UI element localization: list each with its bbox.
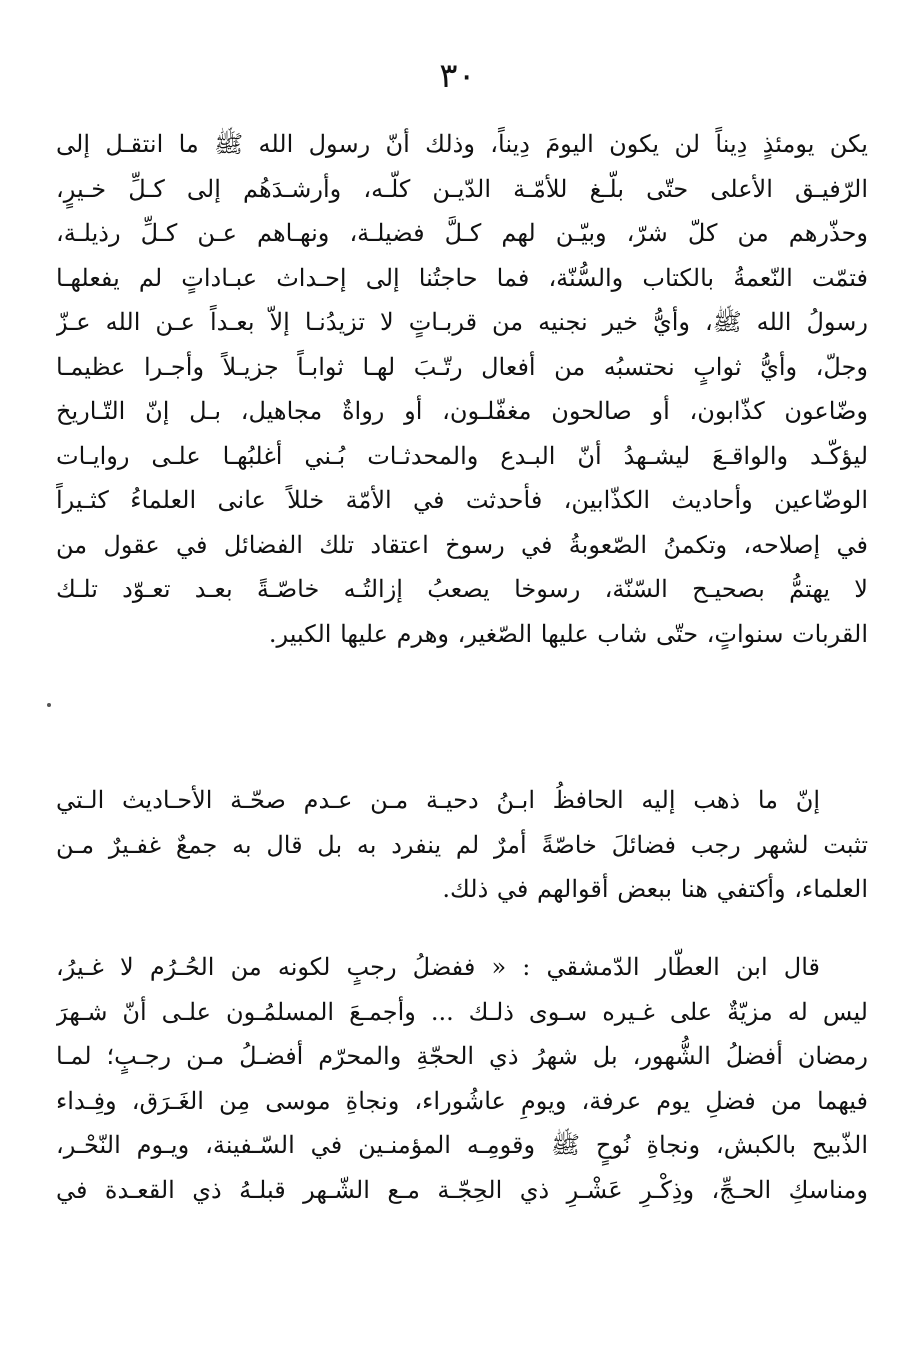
- scan-speck: [47, 703, 51, 707]
- text-line: الذّبيح بالكبش، ونجاةِ نُوحٍ ﷺ وقومِـه المؤمنـين في السّـفينة، ويـوم النّحْـر،: [56, 1131, 868, 1159]
- text-line: ليؤكّـد والواقـعَ ليشـهدُ أنّ البـدع والمحدثـات بُـني أغلبُهـا علـى روايـات: [56, 441, 868, 470]
- text-line: وجلّ، وأيُّ ثوابٍ نحتسبُه من أفعال رتّـبَ لهـا ثوابـاً جزيـلاً وأجـرا عظيمـا: [56, 352, 868, 381]
- text-line: وحذّرهم من كلّ شرّ، وبيّـن لهم كـلَّ فضيلـة، ونهـاهم عـن كـلِّ رذيلـة،: [56, 219, 868, 247]
- text-line: رمضان أفضلُ الشُّهور، بل شهرُ ذي الحجّةِ والمحرّم أفضـلُ مـن رجـبٍ؛ لمـا: [56, 1042, 868, 1070]
- page-number: ٣٠: [439, 56, 476, 96]
- text-line: تثبت لشهر رجب فضائلَ خاصّةً أمرٌ لم ينفرد به بل قال به جمعٌ غفـيرٌ مـن: [56, 830, 868, 859]
- text-line: الوضّاعين وأحاديث الكذّابين، فأحدثت في الأمّة خللاً عانى العلماءُ كثـيراً: [56, 486, 868, 514]
- text-line: فيهما من فضلِ يوم عرفة، ويومِ عاشُوراء، ونجاةِ موسى مِن الغَـرَق، وفِـداء: [56, 1086, 868, 1115]
- text-line: إنّ ما ذهب إليه الحافظُ ابـنُ دحيـة مـن عـدم صحّـة الأحـاديث الـتي: [56, 786, 820, 814]
- text-line: لا يهتمُّ بصحيـح السّنّة، رسوخا يصعبُ إزالتُـه خاصّـةً بعـد تعـوّد تلـك: [56, 575, 868, 603]
- paragraph-3: [56, 945, 868, 1212]
- text-line: الرّفيـق الأعلى حتّى بلّـغ للأمّـة الدّيـن كلّـه، وأرشـدَهُم إلى كـلِّ خـيرٍ،: [56, 174, 868, 203]
- text-line: العلماء، وأكتفي هنا ببعض أقوالهم في ذلك.: [442, 875, 868, 903]
- paragraph-1: [56, 122, 868, 656]
- text-line: رسولُ الله ﷺ، وأيُّ خير نجنيه من قربـاتٍ لا تزيدُنـا إلاّ بعـداً عـن الله عـزّ: [56, 308, 868, 336]
- text-line: القربات سنواتٍ، حتّى شاب عليها الصّغير، وهرم عليها الكبير.: [268, 619, 868, 648]
- text-line: ليس له مزيّةٌ على غـيره سـوى ذلـك ... وأجمـعَ المسلمُـون علـى أنّ شـهرَ: [56, 997, 868, 1026]
- text-line: في إصلاحه، وتكمنُ الصّعوبةُ في رسوخ اعتقاد تلك الفضائل في عقول من: [56, 530, 868, 559]
- text-line: يكن يومئذٍ دِيناً لن يكون اليومَ دِيناً، وذلك أنّ رسول الله ﷺ ما انتقـل إلى: [56, 130, 868, 158]
- paragraph-2: [56, 778, 868, 912]
- text-line: فتمّت النّعمةُ بالكتاب والسُّنّة، فما حاجتُنا إلى إحـداث عبـاداتٍ لم يفعلهـا: [56, 263, 868, 292]
- text-line: وضّاعون كذّابون، أو صالحون مغفّلـون، أو رواةٌ مجاهيل، بـل إنّ التّـاريخ: [56, 397, 868, 425]
- text-line: قال ابن العطّار الدّمشقي : « ففضلُ رجبٍ لكونه من الحُـرُم لا غـيرُ،: [56, 953, 820, 981]
- text-line: ومناسكِ الحـجِّ، وذِكْـرِ عَشْـرِ ذي الحِجّـة مـع الشّـهر قبلـهُ ذي القعـدة في: [56, 1175, 868, 1204]
